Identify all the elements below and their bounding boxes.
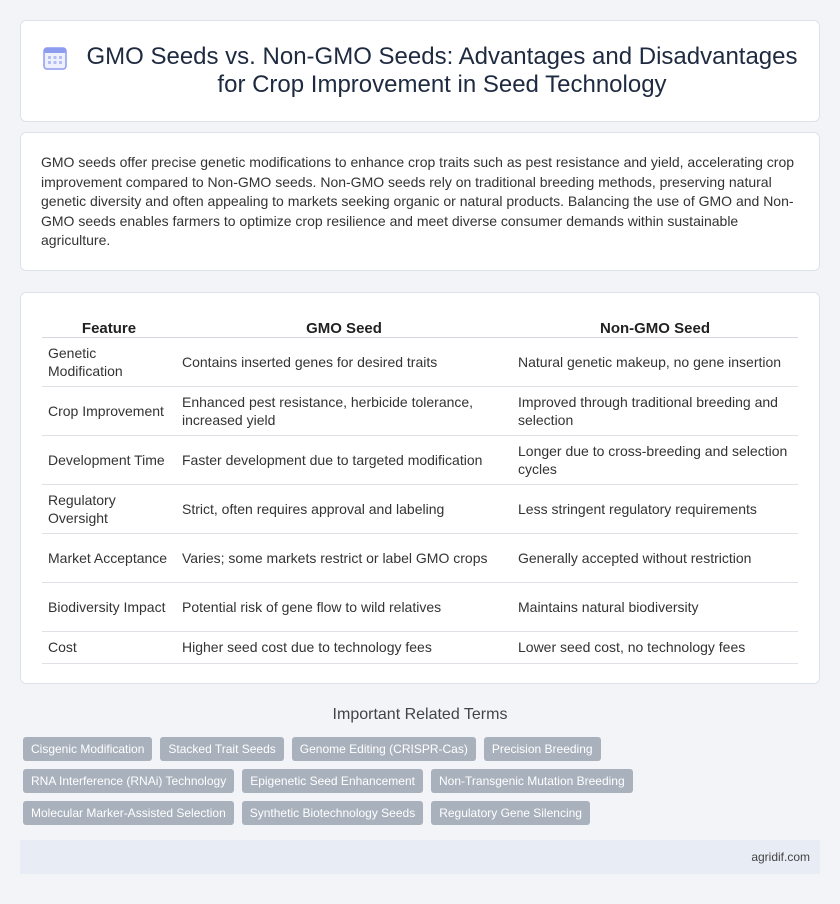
feature-cell: Biodiversity Impact [42, 582, 176, 631]
related-term-tag[interactable]: Regulatory Gene Silencing [431, 801, 590, 825]
feature-cell: Cost [42, 631, 176, 663]
summary-card [20, 132, 820, 271]
non-gmo-cell: Improved through traditional breeding and selection [512, 386, 798, 435]
feature-cell: Genetic Modification [42, 337, 176, 386]
feature-cell: Regulatory Oversight [42, 484, 176, 533]
related-terms-heading: Important Related Terms [332, 706, 508, 723]
table-row [42, 435, 798, 484]
title-wrap [21, 21, 819, 121]
non-gmo-cell: Longer due to cross-breeding and selection cycles [512, 435, 798, 484]
gmo-cell: Faster development due to targeted modification [176, 435, 512, 484]
table-row [42, 533, 798, 582]
related-term-tag[interactable]: RNA Interference (RNAi) Technology [23, 769, 234, 793]
gmo-cell: Enhanced pest resistance, herbicide tolerance, increased yield [176, 386, 512, 435]
gmo-cell: Strict, often requires approval and labeling [176, 484, 512, 533]
related-term-tag[interactable]: Cisgenic Modification [23, 737, 152, 761]
title-card [20, 20, 820, 122]
comparison-table [42, 315, 798, 664]
non-gmo-cell: Lower seed cost, no technology fees [512, 631, 798, 663]
related-term-tag[interactable]: Genome Editing (CRISPR-Cas) [292, 737, 476, 761]
comparison-card [20, 292, 820, 684]
related-term-tag[interactable]: Synthetic Biotechnology Seeds [242, 801, 423, 825]
related-term-tag[interactable]: Precision Breeding [484, 737, 601, 761]
footer [20, 840, 820, 874]
related-term-tag[interactable]: Stacked Trait Seeds [160, 737, 283, 761]
table-row [42, 631, 798, 663]
header-feature: Feature [42, 315, 176, 337]
table-row [42, 484, 798, 533]
summary-text: GMO seeds offer precise genetic modifications to enhance crop traits such as pest resistance and yield, accelerating crop improvement compared to Non-GMO seeds. Non-GMO seeds rely on traditional breeding methods, preserving natural genetic diversity and often appealing to markets seeking organic or natural products. Balancing the use of GMO and Non-GMO seeds enables farmers to optimize crop resilience and meet diverse consumer demands within sustainable agriculture. [41, 154, 795, 248]
table-header-row [42, 315, 798, 337]
non-gmo-cell: Less stringent regulatory requirements [512, 484, 798, 533]
related-term-tag[interactable]: Epigenetic Seed Enhancement [242, 769, 423, 793]
feature-cell: Market Acceptance [42, 533, 176, 582]
gmo-cell: Higher seed cost due to technology fees [176, 631, 512, 663]
feature-cell: Crop Improvement [42, 386, 176, 435]
header-non-gmo: Non-GMO Seed [512, 315, 798, 337]
calendar-grid-icon [41, 44, 69, 72]
table-row [42, 386, 798, 435]
non-gmo-cell: Natural genetic makeup, no gene insertion [512, 337, 798, 386]
gmo-cell: Varies; some markets restrict or label GMO crops [176, 533, 512, 582]
table-row [42, 582, 798, 631]
table-row [42, 337, 798, 386]
related-terms-list [23, 737, 823, 833]
feature-cell: Development Time [42, 435, 176, 484]
footer-site-link[interactable]: agridif.com [751, 850, 810, 864]
non-gmo-cell: Generally accepted without restriction [512, 533, 798, 582]
header-gmo: GMO Seed [176, 315, 512, 337]
gmo-cell: Potential risk of gene flow to wild relatives [176, 582, 512, 631]
related-term-tag[interactable]: Non-Transgenic Mutation Breeding [431, 769, 633, 793]
non-gmo-cell: Maintains natural biodiversity [512, 582, 798, 631]
gmo-cell: Contains inserted genes for desired traits [176, 337, 512, 386]
page-title: GMO Seeds vs. Non-GMO Seeds: Advantages and Disadvantages for Crop Improvement in Seed Technology [86, 43, 798, 98]
related-term-tag[interactable]: Molecular Marker-Assisted Selection [23, 801, 234, 825]
